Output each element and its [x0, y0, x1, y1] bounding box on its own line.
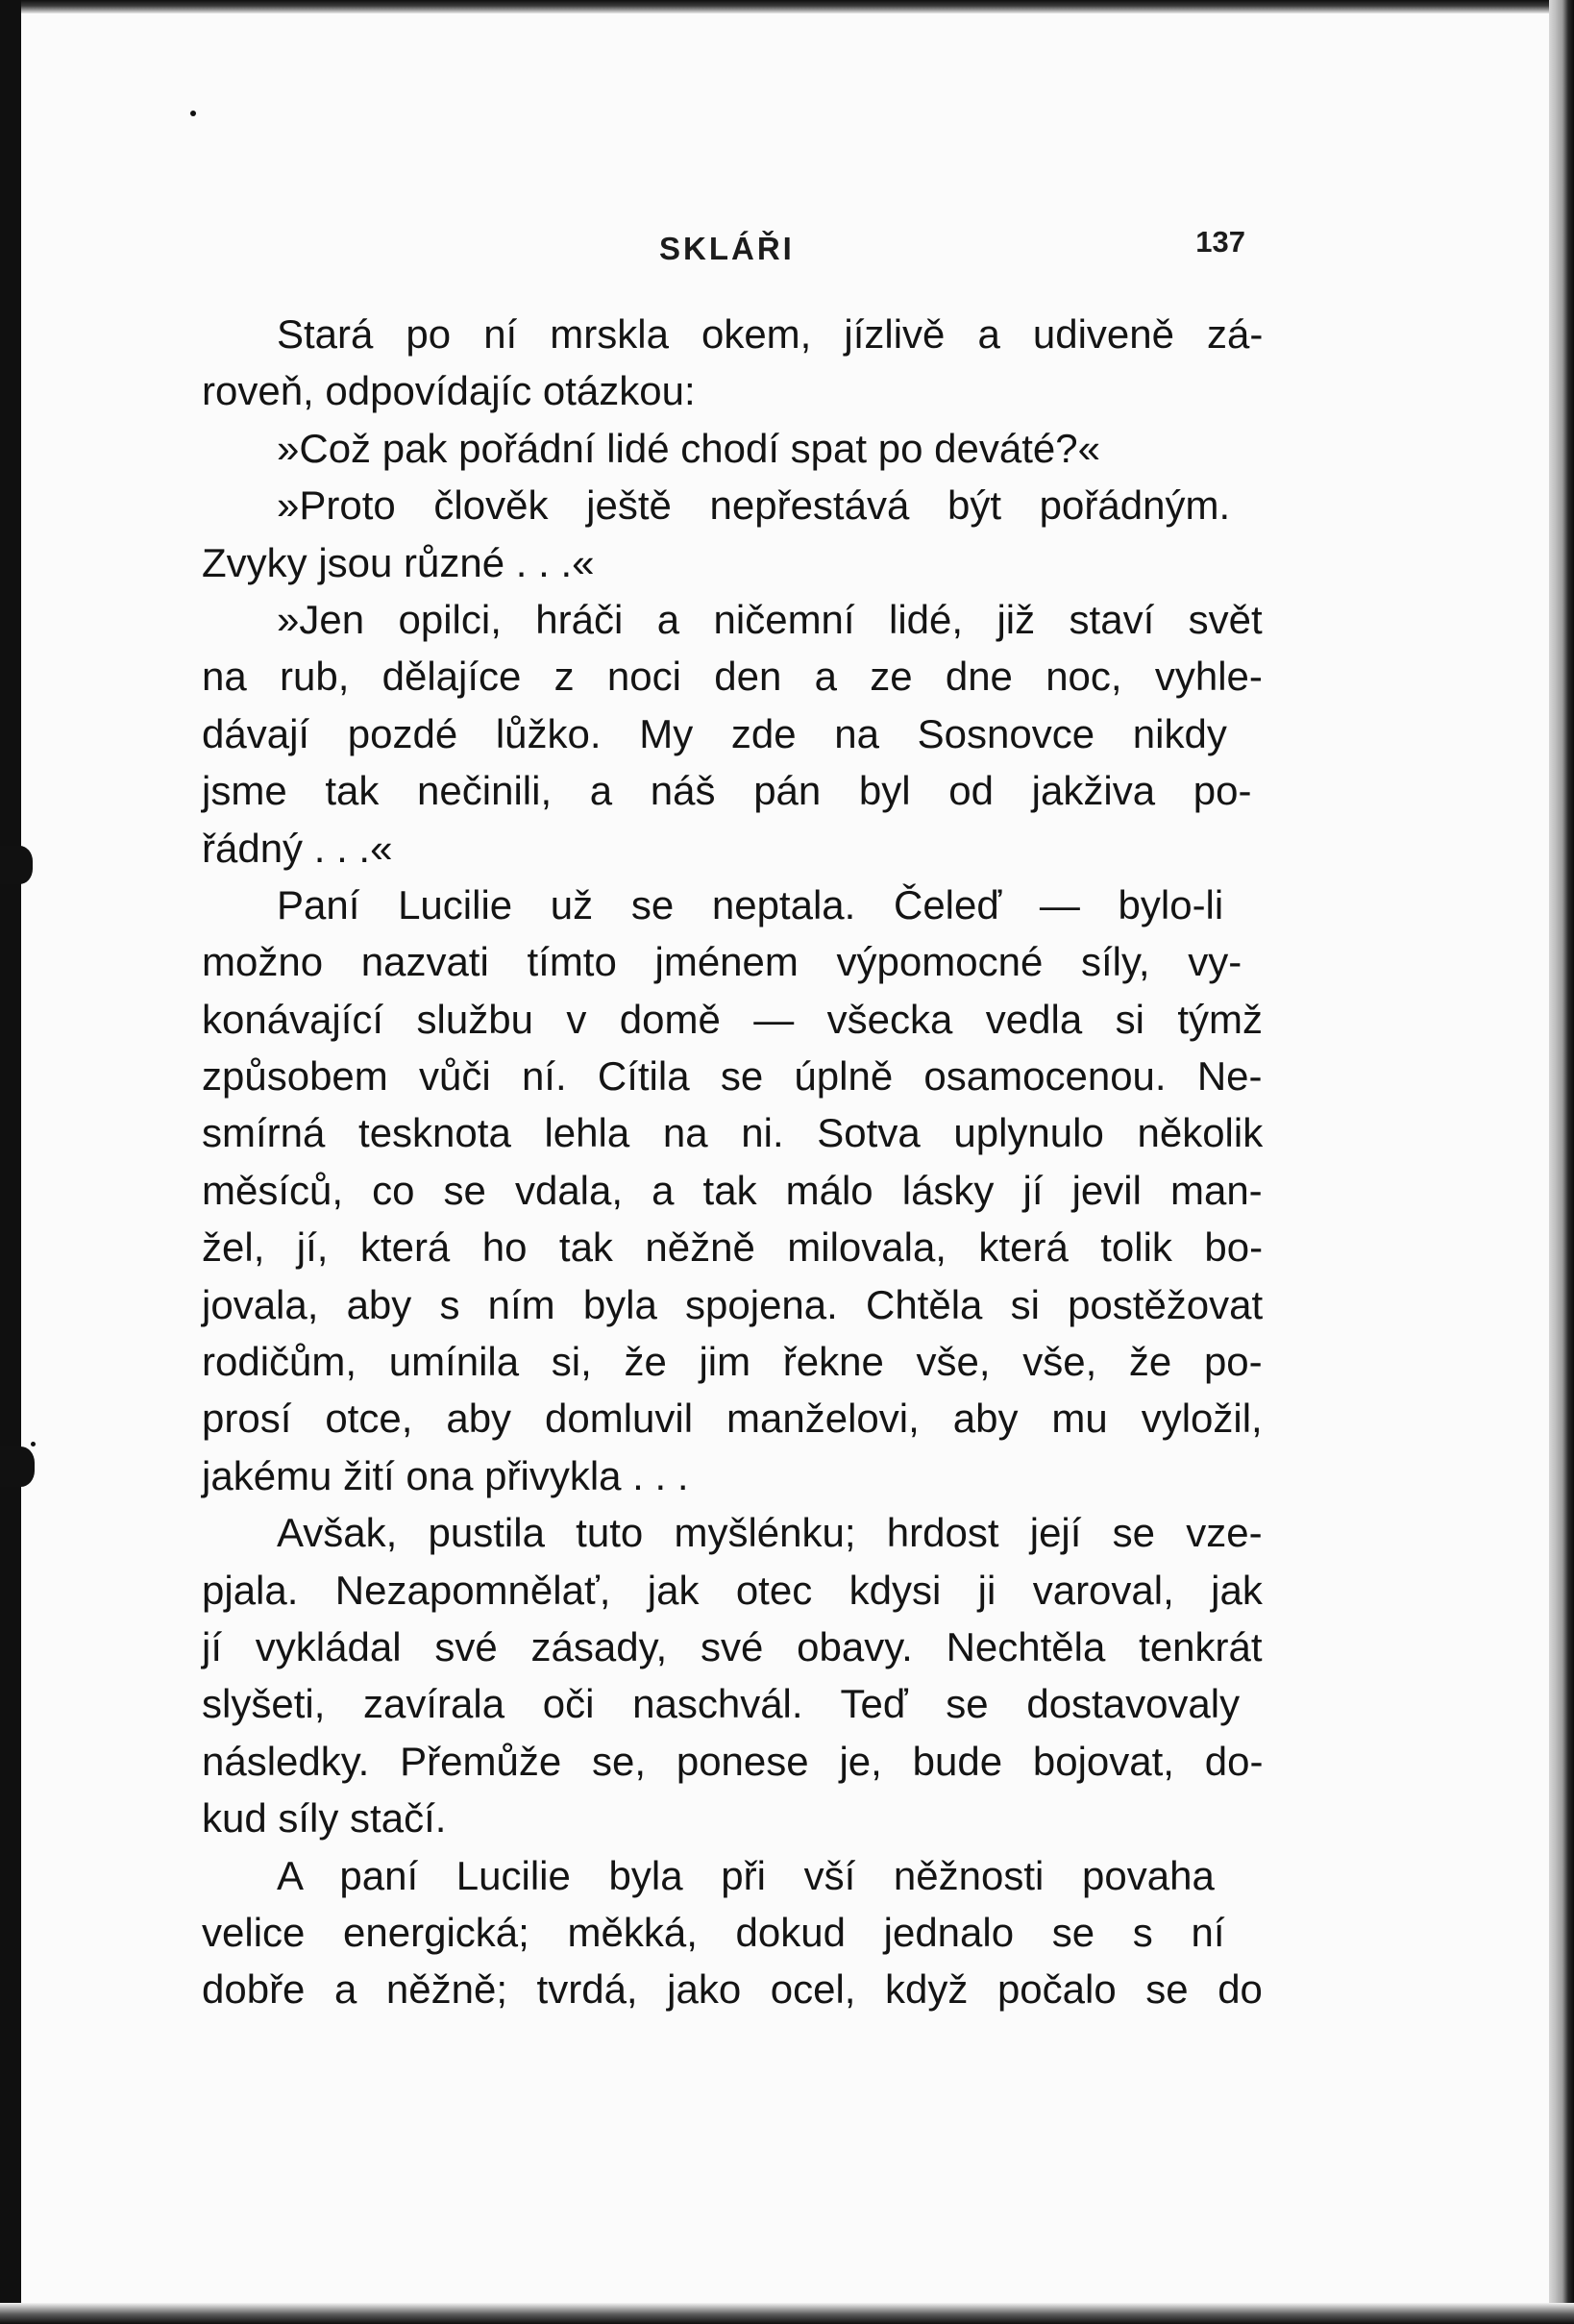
text-line: jsme tak nečinili, a náš pán byl od jakživa po-: [202, 768, 1252, 814]
text-line: dobře a něžně; tvrdá, jako ocel, když počalo se do: [202, 1966, 1263, 2013]
text-line: »Což pak pořádní lidé chodí spat po deváté?«: [277, 425, 1100, 471]
text-line: řádný . . .«: [202, 825, 393, 871]
scan-right-edge: [1549, 0, 1574, 2324]
body-text: [202, 306, 1263, 2018]
text-line: prosí otce, aby domluvil manželovi, aby mu vyložil,: [202, 1396, 1263, 1442]
scan-left-edge: [0, 0, 21, 2324]
scan-top-edge: [0, 0, 1574, 13]
running-title: SKLÁŘI: [659, 231, 795, 266]
text-line: následky. Přemůže se, ponese je, bude bojovat, do-: [202, 1738, 1264, 1784]
text-line: žel, jí, která ho tak něžně milovala, která tolik bo-: [202, 1224, 1264, 1271]
text-line: měsíců, co se vdala, a tak málo lásky jí jevil man-: [202, 1167, 1263, 1213]
text-line: Zvyky jsou různé . . .«: [202, 539, 595, 585]
text-line: Paní Lucilie už se neptala. Čeleď — bylo-li: [277, 881, 1224, 927]
text-line: roveň, odpovídajíc otázkou:: [202, 368, 696, 414]
scan-bottom-edge: [0, 2303, 1574, 2324]
binding-mark: [0, 1446, 35, 1487]
binding-mark: [0, 846, 33, 884]
text-line: Avšak, pustila tuto myšlénku; hrdost její se vze-: [277, 1510, 1263, 1556]
text-line: jí vykládal své zásady, své obavy. Nechtěla tenkrát: [202, 1623, 1263, 1669]
speck-mark: [190, 111, 196, 116]
text-line: konávající službu v domě — všecka vedla si týmž: [202, 996, 1264, 1042]
text-line: rodičům, umínila si, že jim řekne vše, vše, že po-: [202, 1339, 1263, 1385]
running-header: [204, 219, 1245, 269]
text-line: kud síly stačí.: [202, 1795, 447, 1842]
page-number: 137: [1195, 225, 1245, 259]
speck-mark: [31, 1442, 36, 1446]
text-line: »Proto člověk ještě nepřestává být pořádným.: [277, 482, 1231, 529]
text-line: Stará po ní mrskla okem, jízlivě a udiveně zá-: [277, 311, 1264, 357]
text-line: A paní Lucilie byla při vší něžnosti povaha: [277, 1852, 1215, 1898]
text-line: jovala, aby s ním byla spojena. Chtěla si postěžovat: [202, 1281, 1264, 1327]
text-line: slyšeti, zavírala oči naschvál. Teď se dostavovaly: [202, 1681, 1241, 1727]
text-line: na rub, dělajíce z noci den a ze dne noc, vyhle-: [202, 654, 1263, 700]
text-line: velice energická; měkká, dokud jednalo se s ní: [202, 1909, 1225, 1955]
text-line: způsobem vůči ní. Cítila se úplně osamocenou. Ne-: [202, 1053, 1263, 1100]
text-line: možno nazvati tímto jménem výpomocné síly, vy-: [202, 939, 1242, 985]
text-line: jakému žití ona přivykla . . .: [202, 1452, 689, 1498]
text-line: pjala. Nezapomnělať, jak otec kdysi ji varoval, jak: [202, 1567, 1263, 1613]
text-line: »Jen opilci, hráči a ničemní lidé, již staví svět: [277, 596, 1263, 642]
text-line: dávají pozdé lůžko. My zde na Sosnovce nikdy: [202, 710, 1227, 756]
text-line: smírná tesknota lehla na ni. Sotva uplynulo několik: [202, 1110, 1264, 1156]
